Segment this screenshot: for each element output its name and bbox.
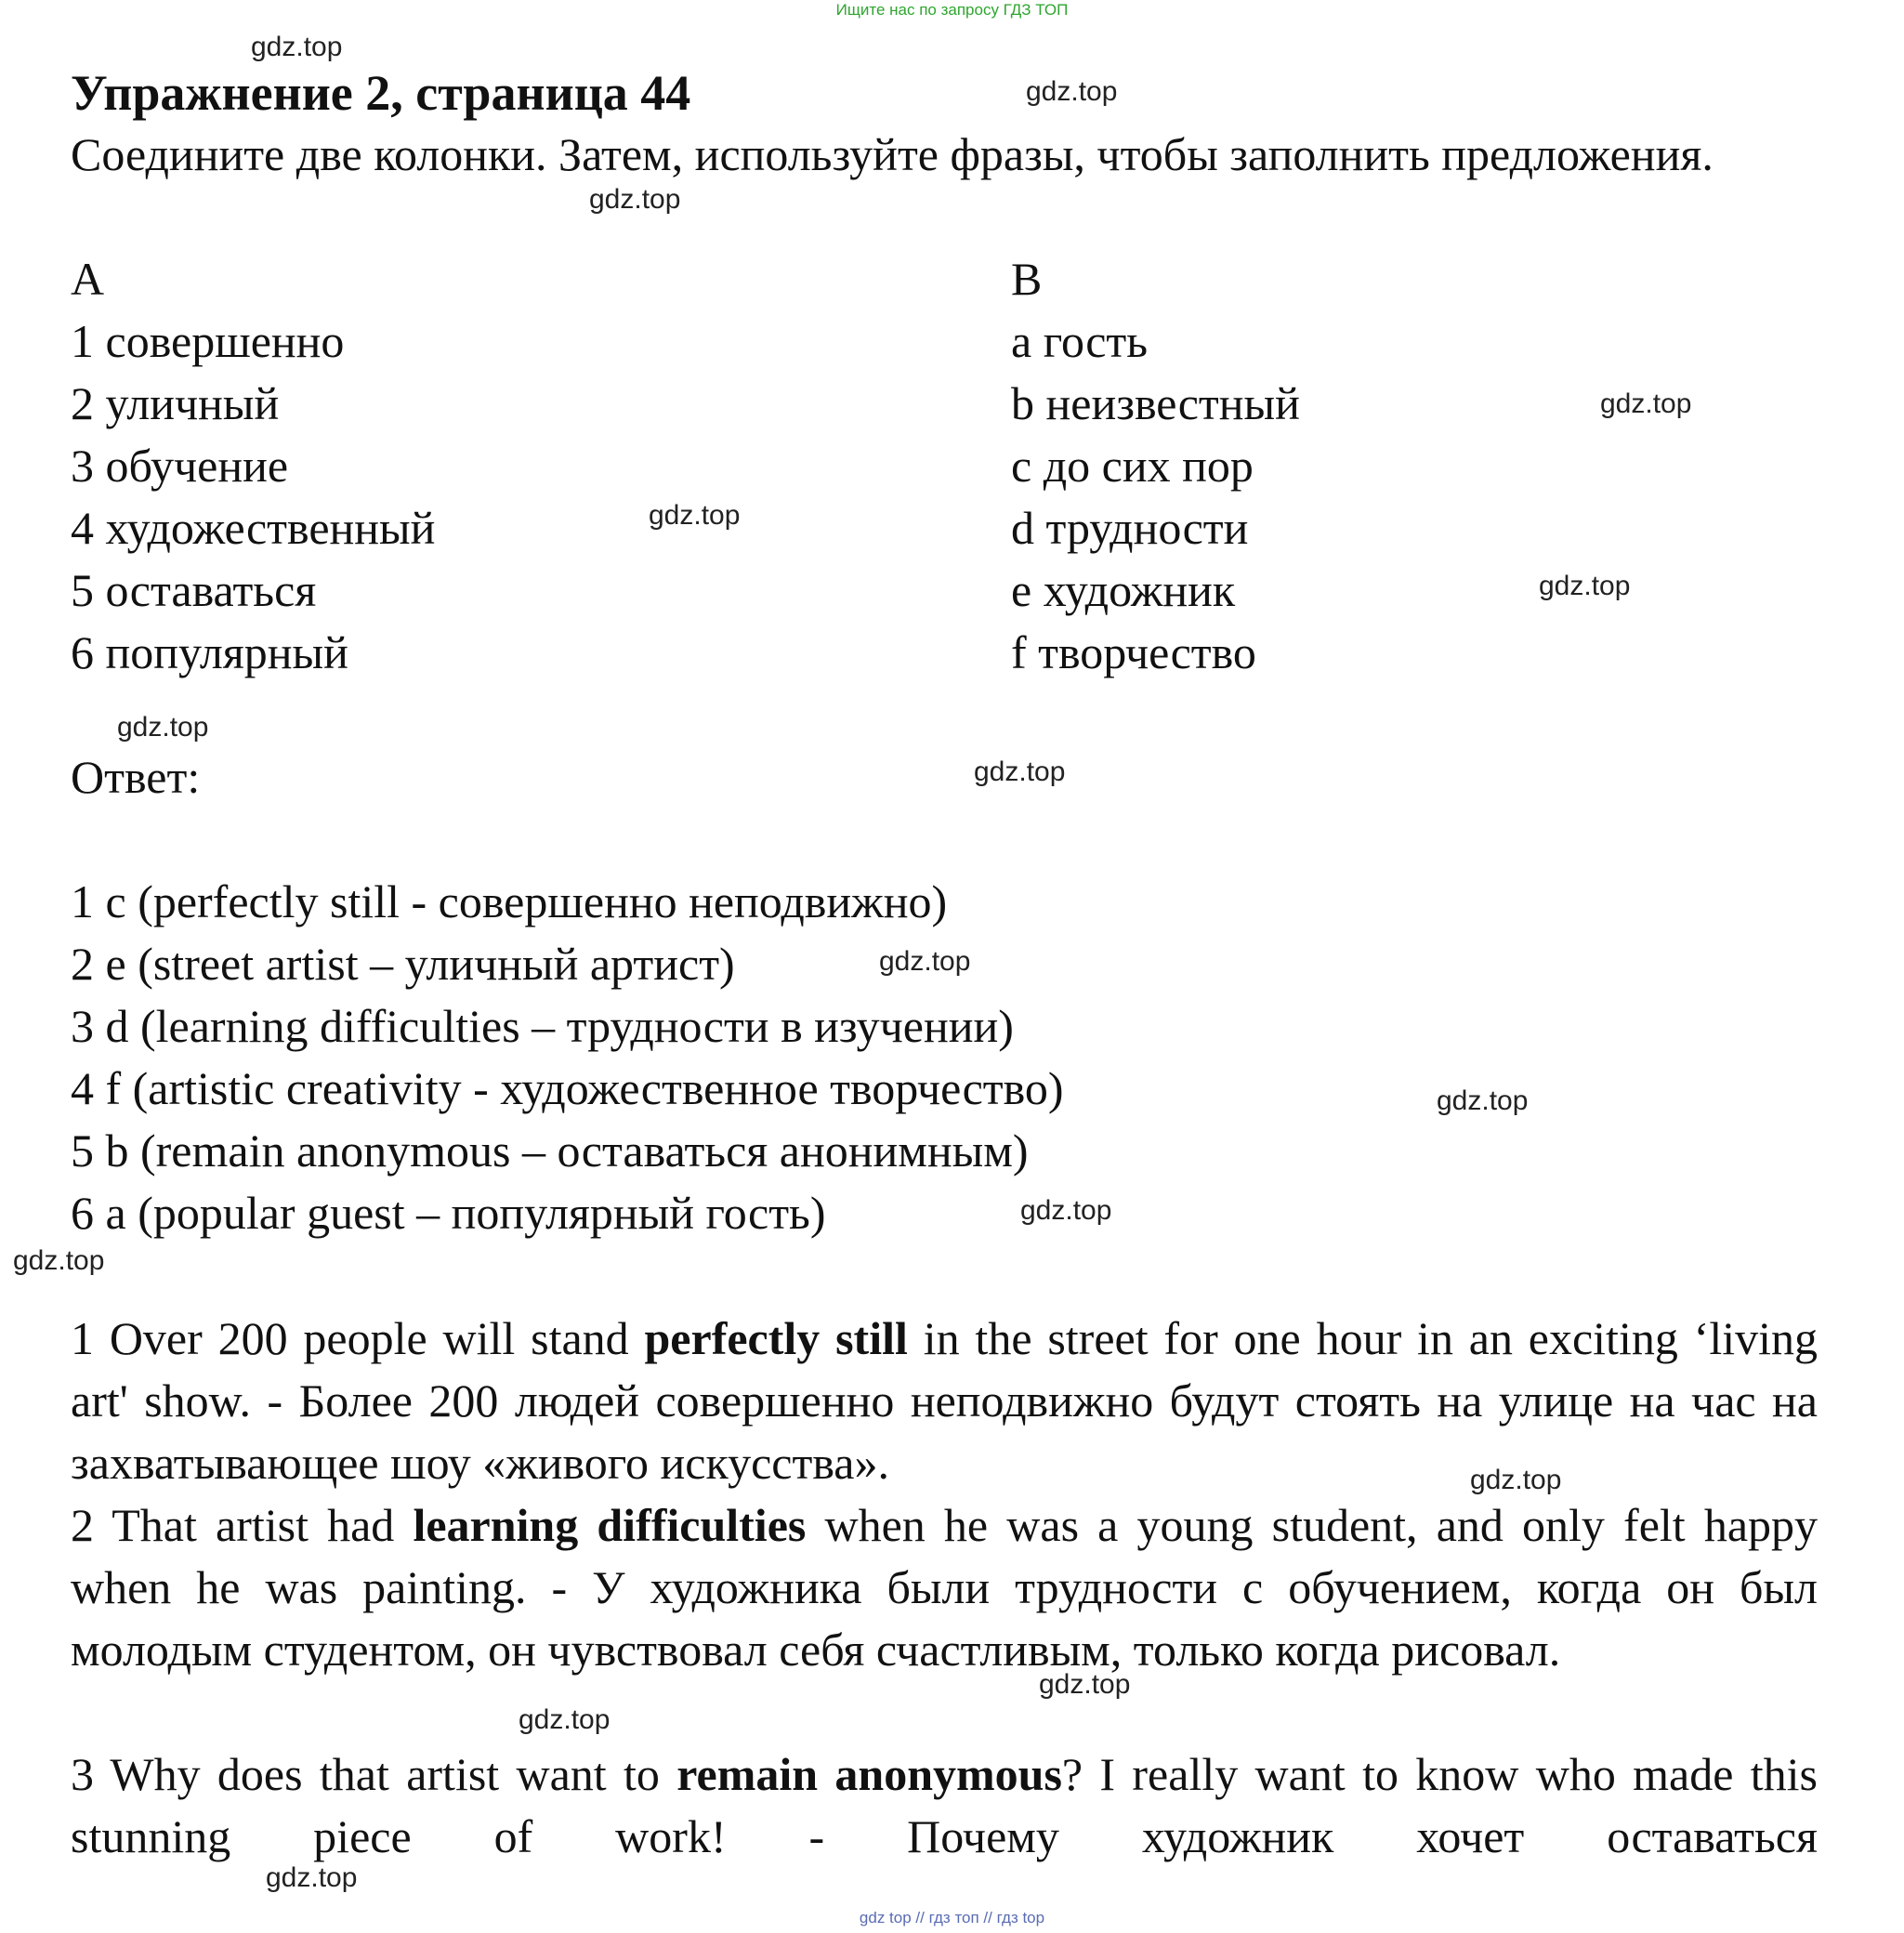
watermark: gdz.top [519, 1704, 611, 1735]
column-a-header: A [71, 253, 105, 305]
list-item: 1 совершенно [71, 315, 345, 367]
watermark: gdz.top [1026, 76, 1118, 107]
list-item: a гость [1011, 315, 1149, 367]
watermark: gdz.top [266, 1862, 358, 1893]
answer-label: Ответ: [71, 751, 201, 803]
answer-item: 2 e (street artist – уличный артист) [71, 938, 735, 990]
column-b [1011, 248, 1300, 684]
list-item: f творчество [1011, 626, 1256, 678]
footer-text: gdz top // гдз топ // гдз top [859, 1909, 1045, 1926]
watermark: gdz.top [974, 756, 1066, 787]
sentence-text: 2 That artist had [71, 1499, 414, 1551]
top-note: Ищите нас по запросу ГДЗ ТОП [835, 1, 1069, 19]
column-b-header: B [1011, 253, 1043, 305]
instruction-text: Соедините две колонки. Затем, используйте фразы, чтобы заполнить предложения. [71, 128, 1714, 180]
watermark: gdz.top [251, 32, 343, 62]
sentence-phrase: remain anonymous [676, 1748, 1062, 1800]
list-item: 4 художественный [71, 502, 436, 554]
watermark: gdz.top [649, 500, 741, 531]
watermark: gdz.top [1437, 1085, 1529, 1116]
sentence-text: ? I really want to know who made this stunning piece of work! - Почему художник хочет оставаться [71, 1748, 1818, 1862]
watermark: gdz.top [879, 946, 971, 977]
sentence-text: 1 Over 200 people will stand [71, 1312, 645, 1364]
column-a [71, 248, 435, 684]
page-title: Упражнение 2, страница 44 [71, 65, 691, 121]
sentence-phrase: learning difficulties [413, 1499, 807, 1551]
watermark: gdz.top [1470, 1465, 1562, 1495]
watermark: gdz.top [1020, 1195, 1112, 1226]
list-item: 6 популярный [71, 626, 348, 678]
sentence-2 [71, 1494, 1818, 1681]
watermark: gdz.top [1600, 388, 1692, 419]
sentence-text: 3 Why does that artist want to [71, 1748, 677, 1800]
answer-list [71, 871, 1818, 1244]
answer-item: 5 b (remain anonymous – оставаться анонимным) [71, 1124, 1029, 1177]
answer-item: 4 f (artistic creativity - художественное творчество) [71, 1062, 1064, 1114]
list-item: b неизвестный [1011, 377, 1300, 429]
list-item: d трудности [1011, 502, 1249, 554]
answer-item: 6 a (popular guest – популярный гость) [71, 1187, 826, 1239]
sentence-text: when he was a young student, and only felt happy when he was painting. - У художника были трудности с обучением, когда он был молодым студентом, он чувствовал себя счастливым, только когда рисовал. [71, 1499, 1819, 1676]
list-item: c до сих пор [1011, 440, 1254, 492]
watermark: gdz.top [589, 184, 681, 215]
sentence-phrase: perfectly still [644, 1312, 908, 1364]
sentence-3 [71, 1743, 1818, 1868]
list-item: e художник [1011, 564, 1236, 616]
watermark: gdz.top [1539, 571, 1631, 601]
list-item: 5 оставаться [71, 564, 317, 616]
watermark: gdz.top [13, 1245, 105, 1276]
list-item: 3 обучение [71, 440, 289, 492]
answer-item: 1 c (perfectly still - совершенно неподвижно) [71, 875, 948, 927]
watermark: gdz.top [1039, 1669, 1131, 1700]
sentence-text: in the street for one hour in an exciting ‘living art' show. - Более 200 людей совершенно неподвижно будут стоять на улице на час на захватывающее шоу «живого искусства». [71, 1312, 1818, 1489]
answer-item: 3 d (learning difficulties – трудности в изучении) [71, 1000, 1014, 1052]
list-item: 2 уличный [71, 377, 280, 429]
watermark: gdz.top [117, 712, 209, 743]
